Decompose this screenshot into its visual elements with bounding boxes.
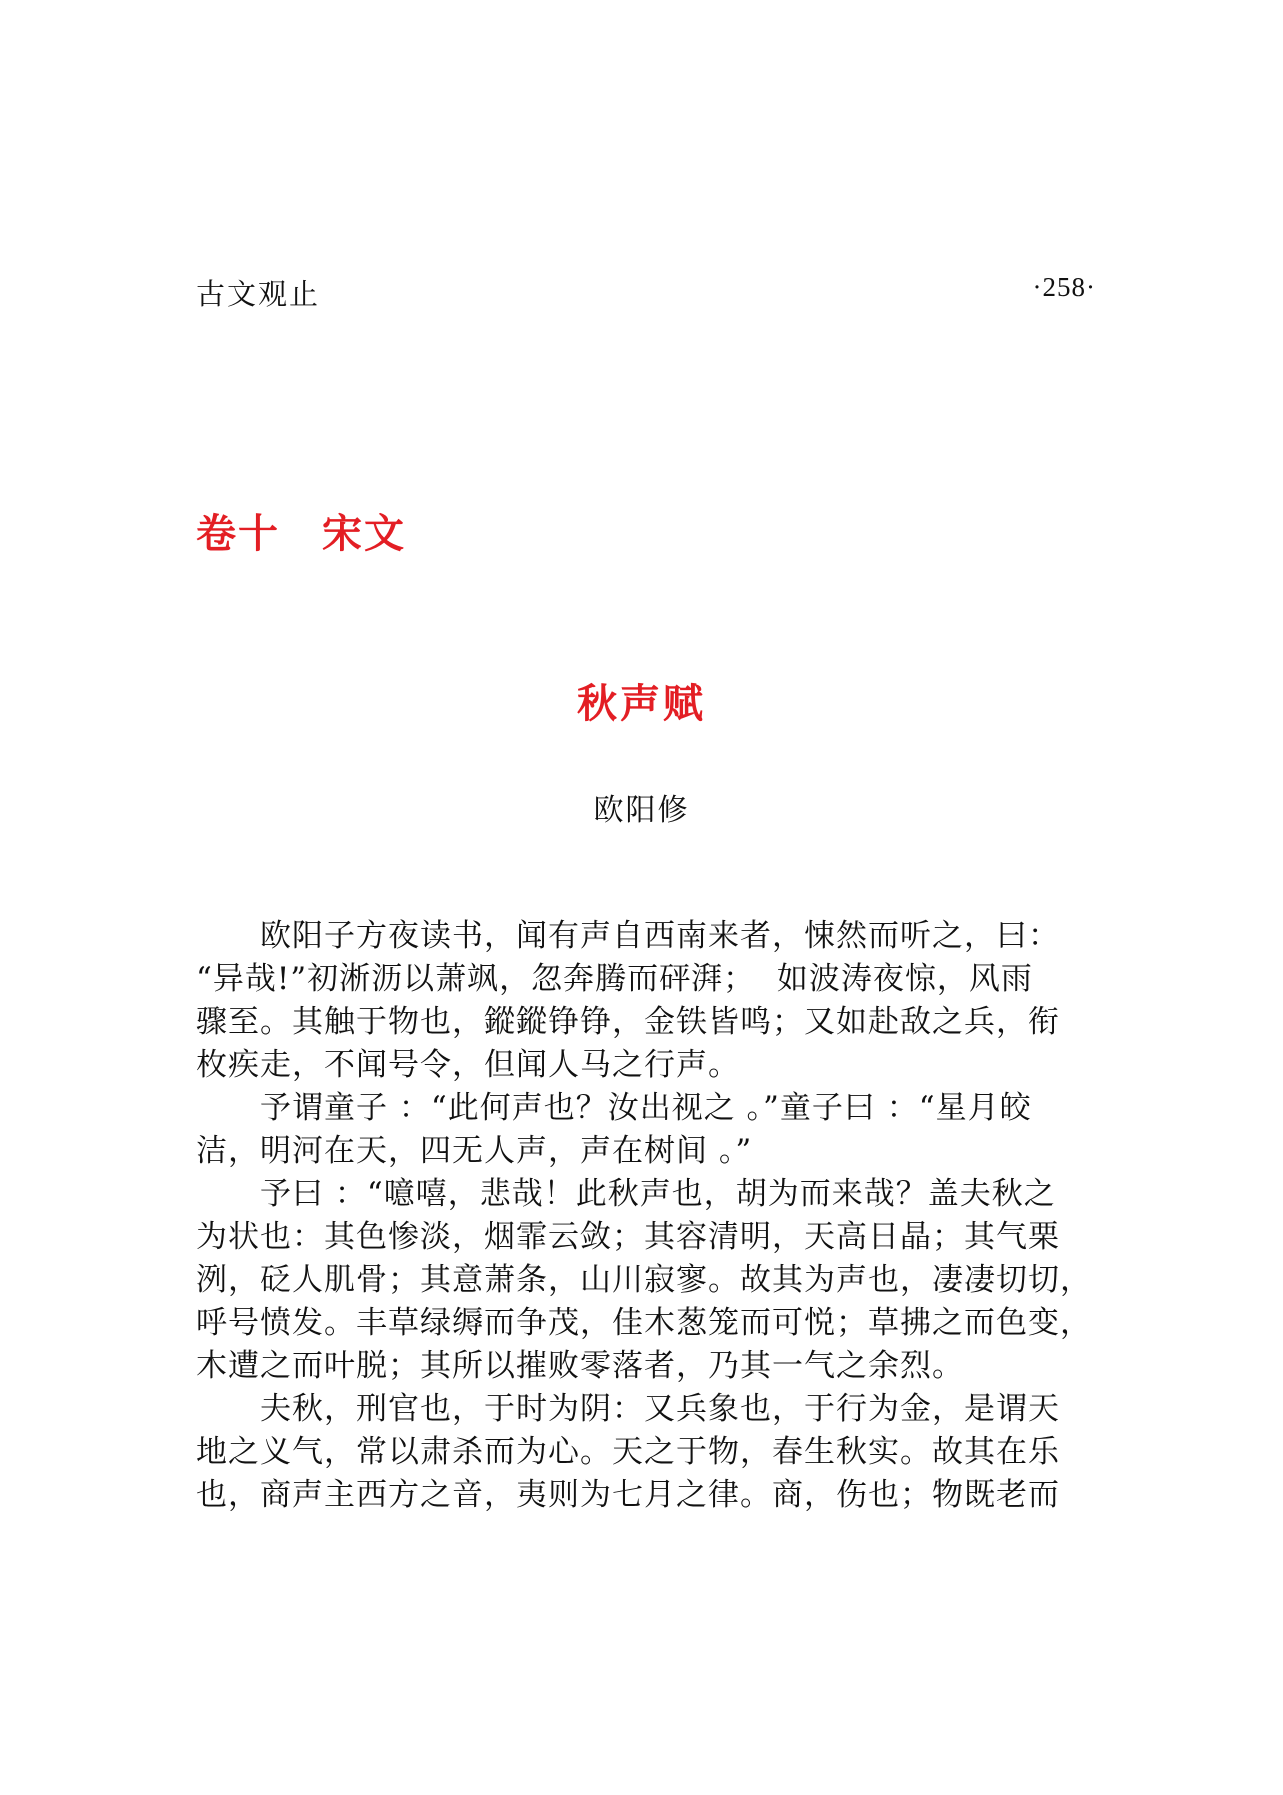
text-line: 骤至。其触于物也，鏦鏦铮铮，金铁皆鸣；又如赴敌之兵，衔 <box>196 1004 1060 1040</box>
volume-heading: 卷十 宋文 <box>196 511 406 557</box>
text-line: 也，商声主西方之音，夷则为七月之律。商，伤也；物既老而 <box>196 1477 1060 1513</box>
text-line: 木遭之而叶脱；其所以摧败零落者，乃其一气之余烈。 <box>196 1348 964 1384</box>
essay-title: 秋声赋 <box>577 681 706 727</box>
page-number: ·258· <box>1032 272 1096 302</box>
text-line: 地之义气，常以肃杀而为心。天之于物，春生秋实。故其在乐 <box>196 1434 1060 1470</box>
text-line: 予曰 ：“噫嘻，悲哉！此秋声也，胡为而来哉？盖夫秋之 <box>196 1176 1056 1212</box>
author-name: 欧阳修 <box>593 793 690 828</box>
text-line: 夫秋，刑官也，于时为阴：又兵象也，于行为金，是谓天 <box>196 1391 1060 1427</box>
text-line: 呼号愤发。丰草绿缛而争茂，佳木葱笼而可悦；草拂之而色变， <box>196 1305 1092 1341</box>
text-line: “异哉!”初淅沥以萧飒，忽奔腾而砰湃； 如波涛夜惊，风雨 <box>196 961 1033 997</box>
book-title: 古文观止 <box>196 277 321 311</box>
text-line: 欧阳子方夜读书，闻有声自西南来者，悚然而听之，曰： <box>196 918 1060 954</box>
text-line: 洁，明河在天，四无人声，声在树间 。” <box>196 1133 753 1169</box>
text-line: 枚疾走，不闻号令，但闻人马之行声。 <box>196 1047 740 1083</box>
essay-body <box>196 915 1101 1517</box>
text-line: 予谓童子 ：“此何声也？汝出视之 。”童子曰 ：“星月皎 <box>196 1090 1032 1126</box>
text-line: 为状也：其色惨淡，烟霏云敛；其容清明，天高日晶；其气栗 <box>196 1219 1060 1255</box>
running-header <box>196 272 1096 312</box>
text-line: 洌，砭人肌骨；其意萧条，山川寂寥。故其为声也，凄凄切切， <box>196 1262 1092 1298</box>
